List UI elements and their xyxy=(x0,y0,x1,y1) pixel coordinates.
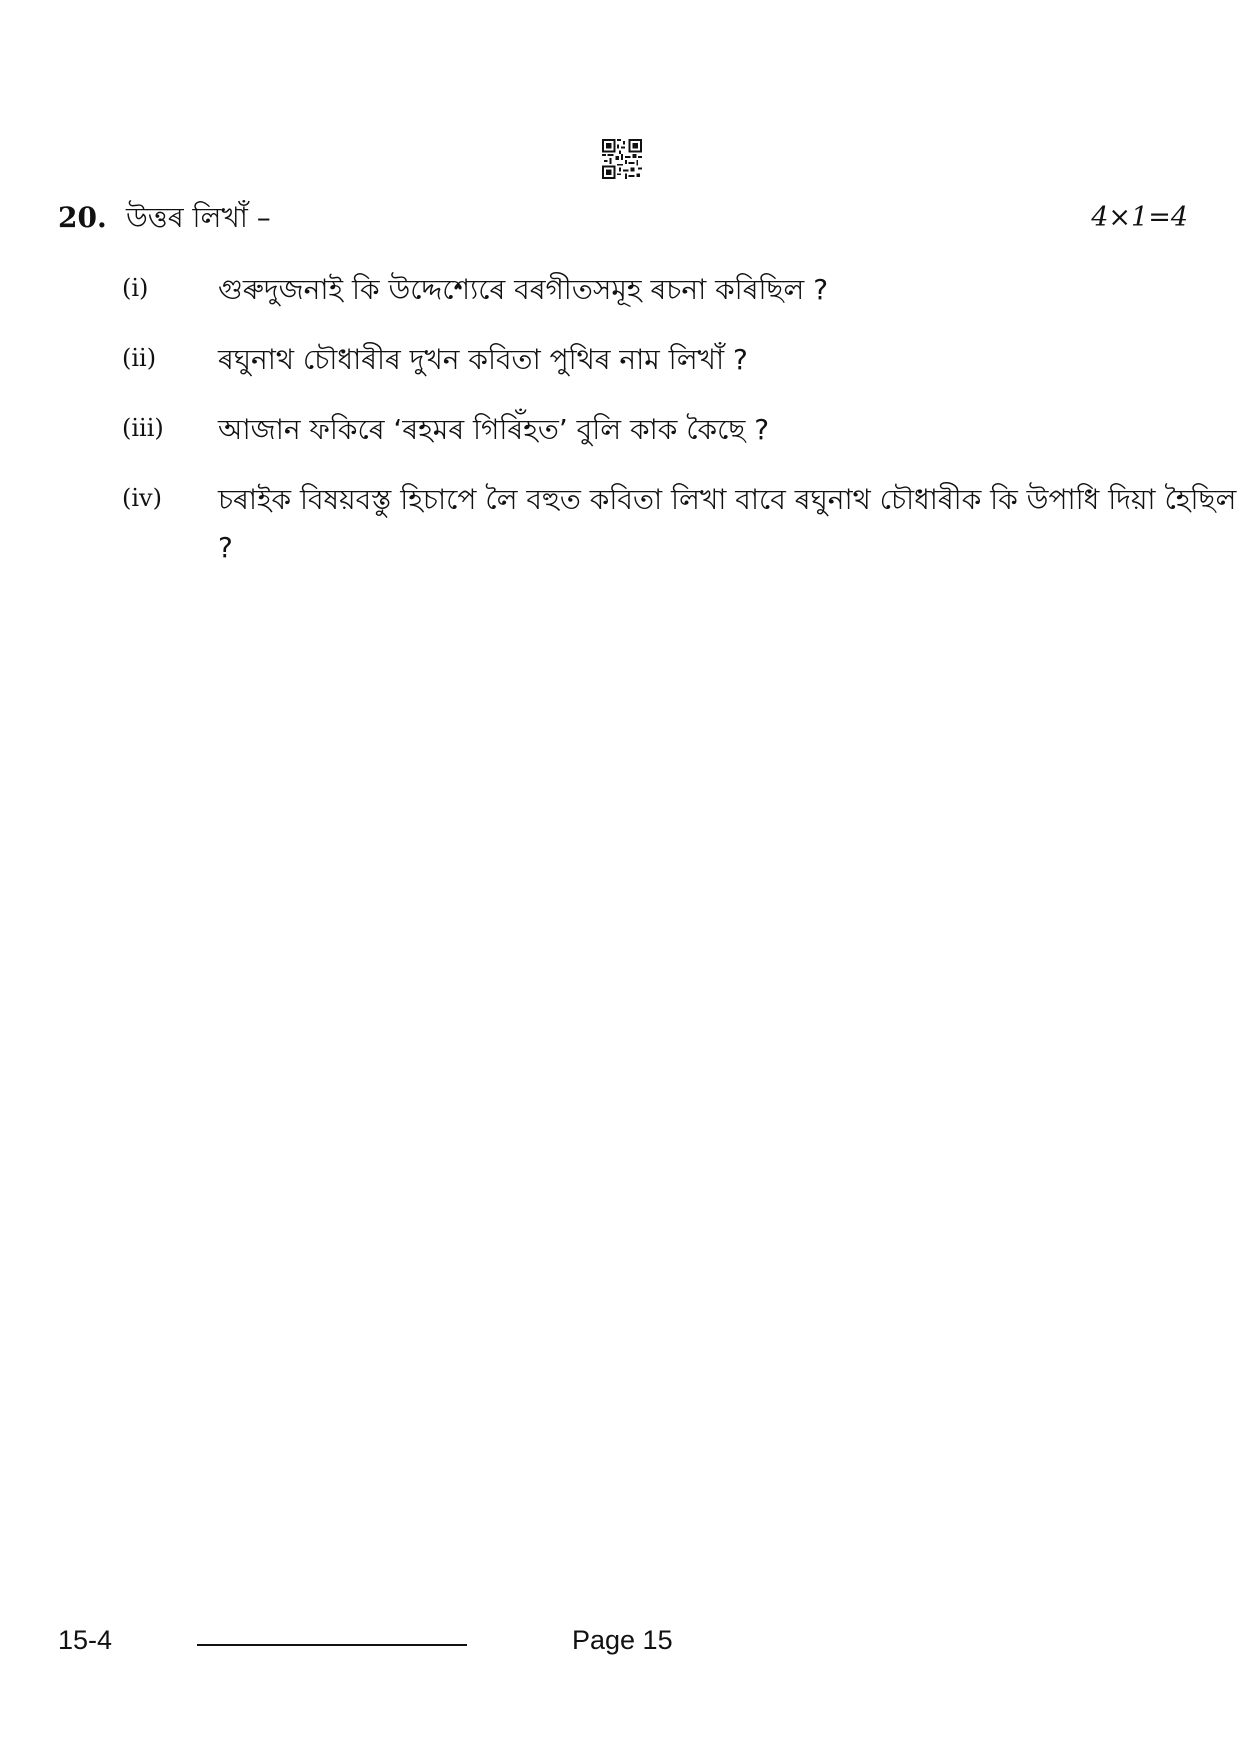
subquestion-label: (iii) xyxy=(122,414,164,442)
qr-code-icon xyxy=(602,139,642,179)
subquestion-label: (iv) xyxy=(122,484,162,512)
subquestion-label: (ii) xyxy=(122,344,157,372)
subquestion-label: (i) xyxy=(122,274,149,302)
question-number: 20. xyxy=(58,201,107,234)
question-header xyxy=(58,198,1188,242)
subquestion-text: গুৰুদুজনাই কি উদ্দেশ্যেৰে বৰগীতসমূহ ৰচনা কৰিছিল ? xyxy=(218,273,829,306)
page-number: Page 15 xyxy=(572,1625,673,1655)
subquestion-text: আজান ফকিৰে ‘ৰহমৰ গিৰিঁহত’ বুলি কাক কৈছে ? xyxy=(218,413,770,446)
subquestion-text: ৰঘুনাথ চৌধাৰীৰ দুখন কবিতা পুথিৰ নাম লিখাঁ ? xyxy=(218,343,748,376)
footer-divider xyxy=(197,1644,467,1646)
footer-code: 15-4 xyxy=(58,1625,113,1655)
subquestion-text: চৰাইক বিষয়বস্তু হিচাপে লৈ বহুত কবিতা লিখা বাবে ৰঘুনাথ চৌধাৰীক কি উপাধি দিয়া হৈছিল ? xyxy=(218,483,1237,564)
question-instruction: উত্তৰ লিখাঁ – xyxy=(126,201,271,234)
question-marks: 4×1=4 xyxy=(1091,202,1188,233)
